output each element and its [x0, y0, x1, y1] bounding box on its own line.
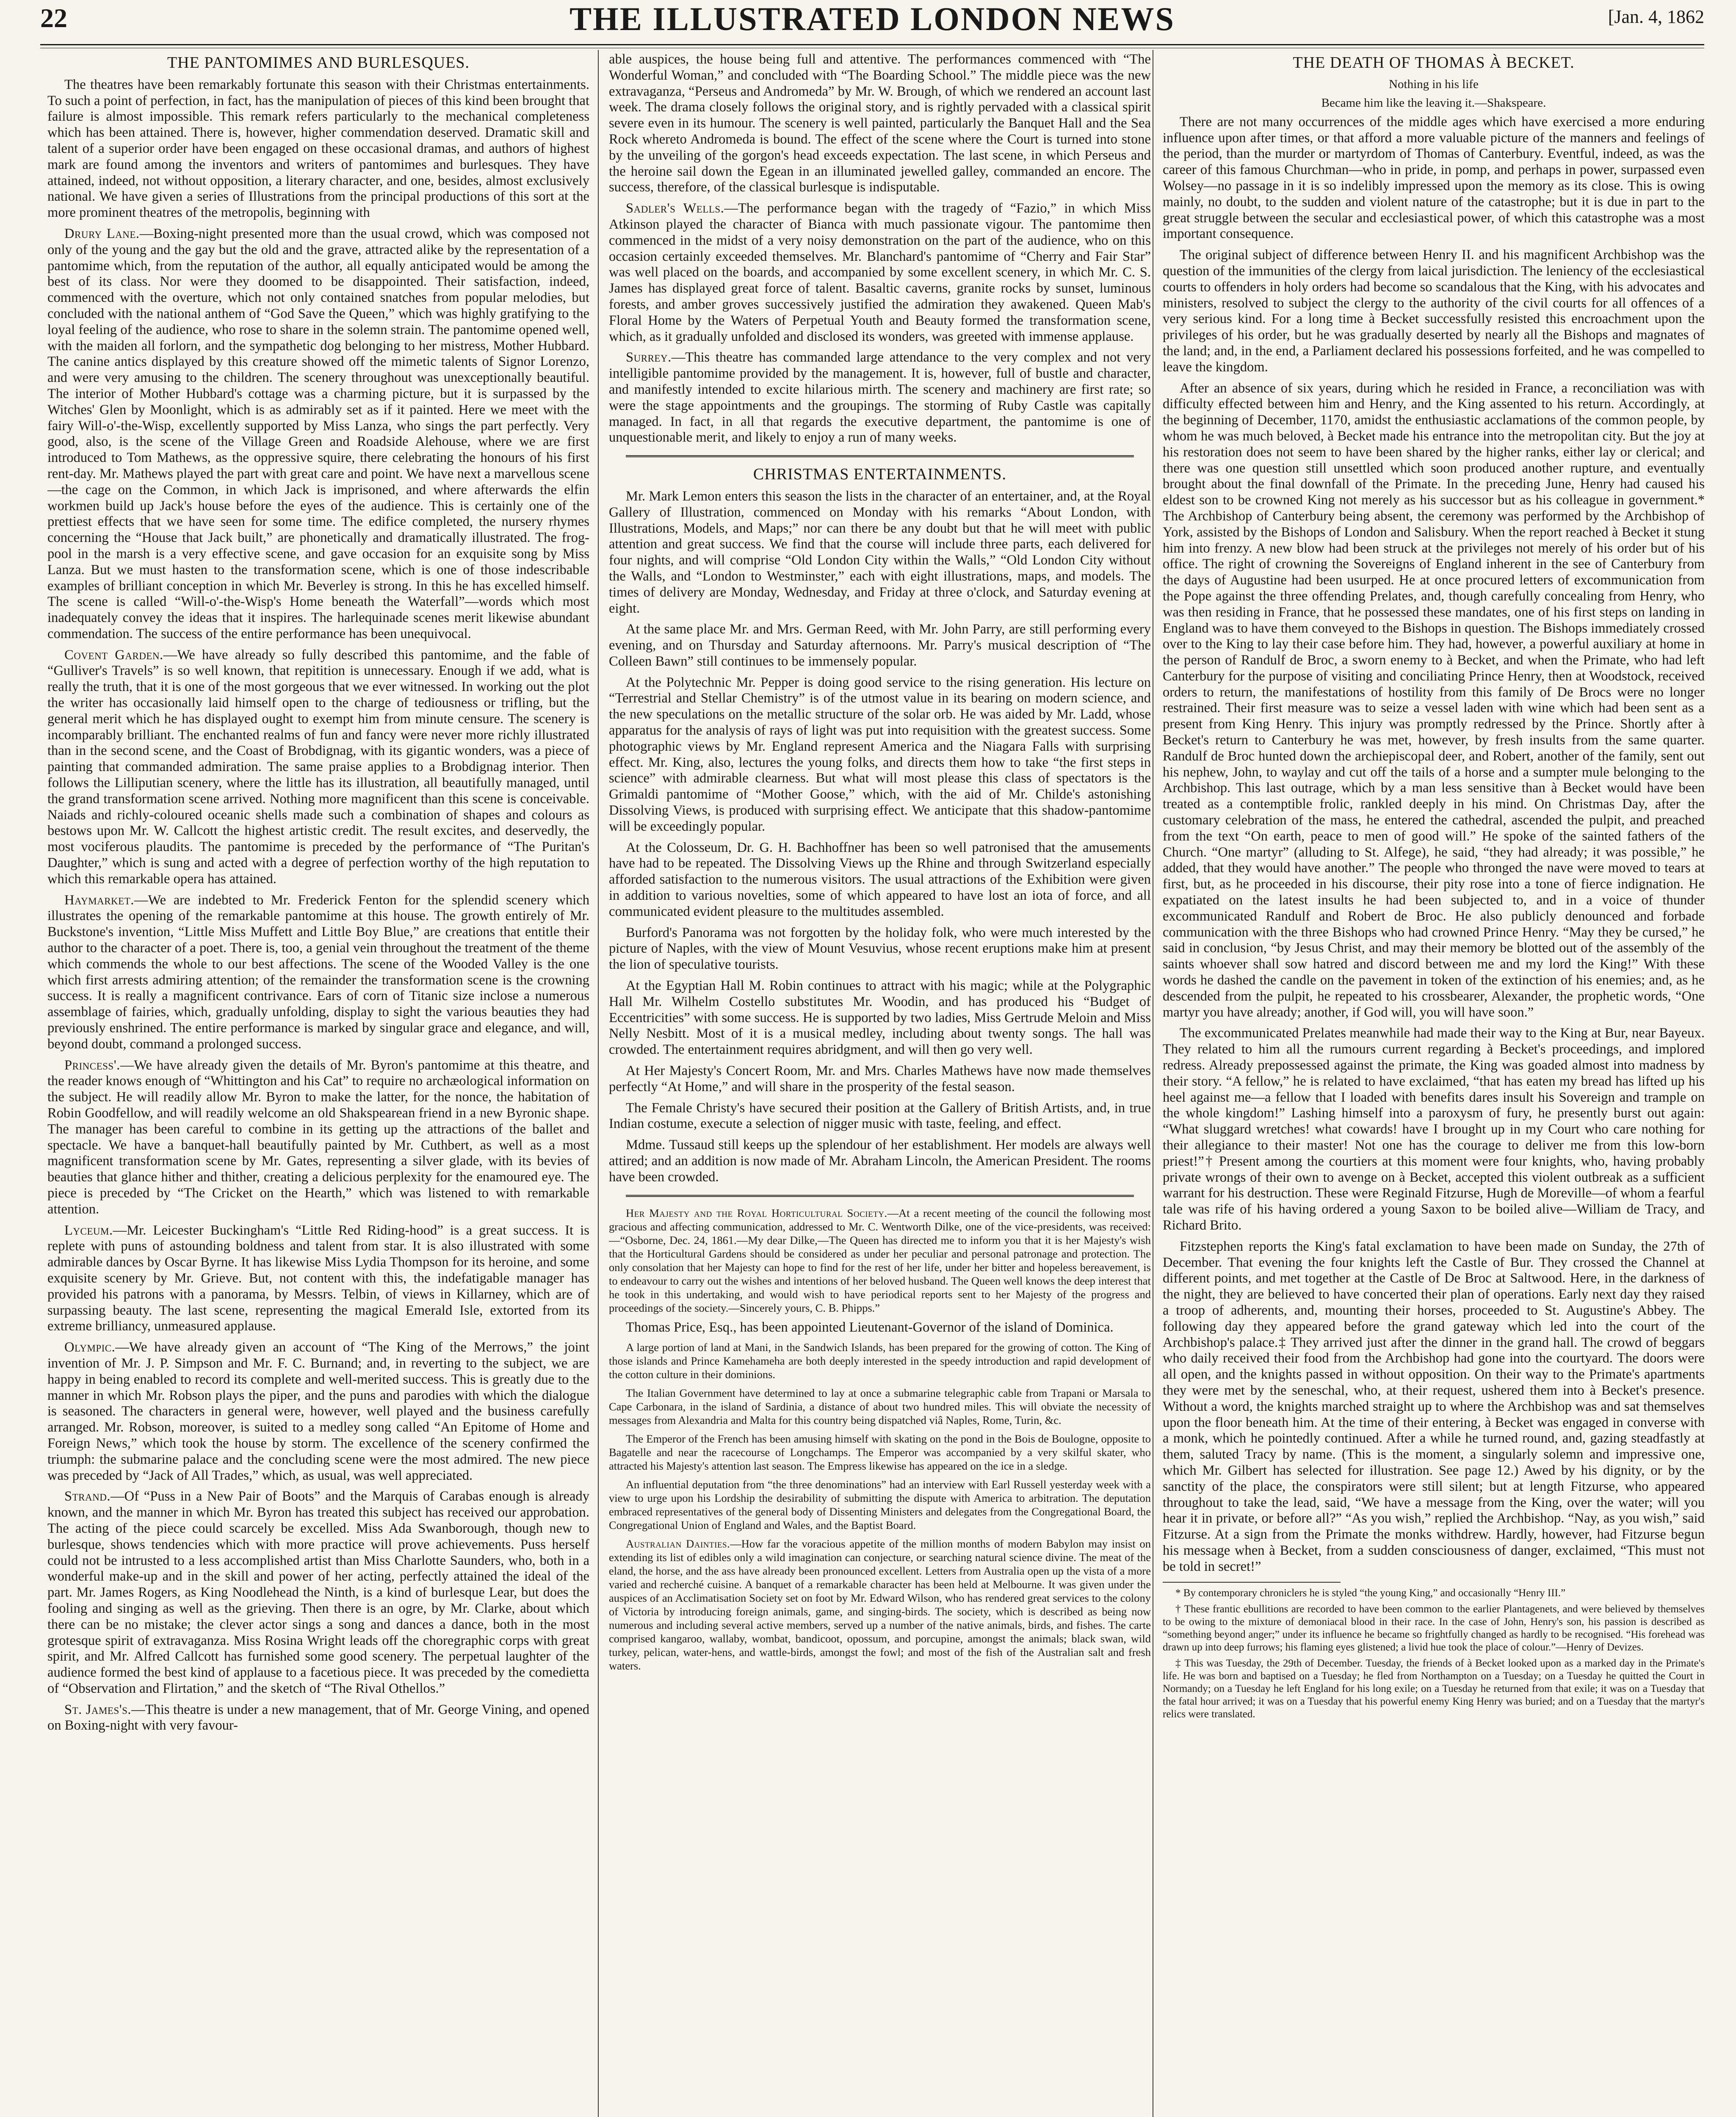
- paragraph: The original subject of difference between Henry II. and his magnificent Archbishop was the question of the immunities of the clergy from laical jurisdiction. The leniency of the ecclesiastical courts to offenders in holy orders had become so scandalous that the King, with his advocates and ministers, resolved to subject the clergy to the authority of the civil courts for all offences of a very serious kind. For a long time à Becket successfully resisted this encroachment upon the privileges of his order, but he was gradually deserted by nearly all the Bishops and magnates of the land; and, in the end, a Parliament declared his possessions forfeited, and he was compelled to leave the kingdom.: [1163, 247, 1705, 375]
- paragraph-text: —How far the voracious appetite of the million months of modern Babylon may insist on extending its list of edibles only a wild imagination can conjecture, or searching natural science divine. The meat of the eland, the horse, and the ass have already been pronounced excellent. Letters from Australia open up the vista of a more varied and recherché cuisine. A banquet of a remarkable character has been held at Melbourne. It was given under the auspices of an Acclimatisation Society set on foot by Mr. Edward Wilson, who has rendered great services to the colony of Victoria by introducing foreign animals, game, and singing-birds. The society, which is described as being now numerous and including several active members, served up a number of the native animals, birds, and fishes. The carte comprised kangaroo, wallaby, wombat, bandicoot, opossum, and porcupine, amongst the animals; black swan, wild turkey, pelican, water-hens, and wattle-birds, amongst the fowl; and most of the fish of the Australian salt and fresh waters.: [609, 1537, 1151, 1672]
- footnote: * By contemporary chroniclers he is styled “the young King,” and occasionally “Henry III.”: [1175, 1587, 1566, 1599]
- paragraph-covent-garden: [47, 647, 589, 887]
- masthead: [40, 0, 1704, 41]
- paragraph: There are not many occurrences of the middle ages which have exercised a more enduring influence upon after times, or that afford a more valuable picture of the manners and feelings of the period, than the murder or martyrdom of Thomas of Canterbury. Eventful, indeed, as was the career of this famous Churchman—who in pride, in pomp, and perhaps in power, surpassed even Wolsey—no passage in it is so indelibly impressed upon the memory as its close. This is owing mainly, no doubt, to the sudden and violent nature of the catastrophe; but it is due in part to the great struggle between the secular and ecclesiastical power, of which this catastrophe was a most important consequence.: [1163, 114, 1705, 242]
- paragraph-text: —We are indebted to Mr. Frederick Fenton for the splendid scenery which illustrates the opening of the remarkable pantomime at this house. The growth entirely of Mr. Buckstone's invention, “Little Miss Muffett and Little Boy Blue,” are creations that entitle their author to the character of a poet. There is, too, a genial vein throughout the treatment of the theme which commends the whole to our best affections. The scene of the Wooded Valley is the one which first arrests admiring attention; of the remainder the transformation scene is the crowning success. It is really a magnificent contrivance. Ears of corn of Titanic size inclose a numerous assemblage of fairies, which, gradually unfolding, display to sight the various beauties they had previously enshrined. The entire performance is marked by singular grace and elegance, and will, beyond doubt, command a prolonged success.: [47, 892, 589, 1052]
- paragraph: Mr. Mark Lemon enters this season the lists in the character of an entertainer, and, at the Royal Gallery of Illustration, commenced on Monday with his remarks “About London, with Illustrations, Models, and Maps;” nor can there be any doubt but that he will meet with public attention and great success. We find that the course will include three parts, each delivered for four nights, and will comprise “Old London City within the Walls,” “Old London City without the Walls, and “London to Westminster,” each with eight illustrations, maps, and models. The times of delivery are Monday, Wednesday, and Friday at three o'clock, and Saturday evening at eight.: [609, 488, 1151, 616]
- epigraph-line: Became him like the leaving it.—Shakspeare.: [1321, 96, 1546, 110]
- paragraph-haymarket: [47, 893, 589, 1053]
- paragraph-lyceum: [47, 1223, 589, 1335]
- epigraph-line: Nothing in his life: [1389, 77, 1479, 91]
- paragraph: Thomas Price, Esq., has been appointed Lieutenant-Governor of the island of Dominica.: [626, 1319, 1114, 1335]
- paragraph-sadlers-wells: [609, 201, 1151, 345]
- column-divider: [598, 50, 599, 2117]
- newspaper-title: THE ILLUSTRATED LONDON NEWS: [569, 0, 1175, 37]
- section-lead: Haymarket.: [64, 892, 134, 908]
- column-pantomimes: [47, 52, 589, 2117]
- paragraph: The theatres have been remarkably fortunate this season with their Christmas entertainments. To such a point of perfection, in fact, has the manipulation of pieces of this kind been brought that failure is almost impossible. This remark refers particularly to the mechanical completeness which has been attained. There is, however, higher commendation deserved. Dramatic skill and talent of a superior order have been engaged on these occasional dramas, and authors of highest mark are found among the inventors and writers of pantomimes and burlesques. They have attained, indeed, not without opposition, a literary character, and one, besides, almost exclusively national. We have given a series of Illustrations from the principal productions of this sort at the more prominent theatres of the metropolis, beginning with: [47, 77, 589, 221]
- paragraph-olympic: [47, 1340, 589, 1484]
- paragraph-text: —The performance began with the tragedy of “Fazio,” in which Miss Atkinson played the character of Bianca with much passionate vigour. The pantomime then commenced in the midst of a very noisy demonstration on the part of the audience, who on this occasion certainly exceeded themselves. Mr. Blanchard's pantomime of “Cherry and Fair Star” was well placed on the boards, and accompanied by some excellent scenery, in which Mr. C. S. James has displayed great force of talent. Basaltic caverns, granite rocks by sunset, luminous forests, and amber groves successively justified the admiration they awakened. Queen Mab's Floral Home by the Waters of Perpetual Youth and Beauty formed the transformation scene, which, as it gradually unfolded and disclosed its wonders, was greeted with immense applause.: [609, 201, 1151, 344]
- paragraph: The excommunicated Prelates meanwhile had made their way to the King at Bur, near Bayeux. They related to him all the rumours current regarding à Becket's proceedings, and implored redress. Already prepossessed against the primate, the King was goaded almost into madness by their story. “A fellow,” he is related to have exclaimed, “that has eaten my bread has lifted up his heel against me—a fellow that I loaded with benefits dares insult his Sovereign and trample on the whole kingdom!” Lashing himself into a paroxysm of fury, he presently burst out again: “What sluggard wretches! what cowards! have I brought up in my Court who care nothing for their allegiance to their master! Not one has the courage to deliver me from this low-born priest!”† Present among the courtiers at this moment were four knights, who, having probably private wrongs of their own to avenge on à Becket, accepted this violent outbreak as a sufficient warrant for his destruction. These were Reginald Fitzurse, Hugh de Moreville—of whom a fearful tale was rife of his having ordered a young Saxon to be boiled alive—William de Tracy, and Richard Brito.: [1163, 1025, 1705, 1233]
- paragraph-text: —We have already so fully described this pantomime, and the fable of “Gulliver's Travels” is so well known, that repitition is unnecessary. Enough if we add, what is really the truth, that it is one of the most gorgeous that we ever witnessed. In working out the plot the writer has occasionally laid himself open to the charge of tediousness or trifling, but the general merit which he has displayed ought to exempt him from minute censure. The scenery is incomparably brilliant. The enchanted realms of fun and fancy were never more richly illustrated than in the second scene, and the Coast of Brobdignag, with its gigantic wonders, was a piece of painting that commanded admiration. The same praise applies to a Brobdignag interior. Then follows the Lilliputian scenery, where the little has its illustration, all beautifully managed, until the grand transformation scene arrived. Nothing more magnificent than this scene is conceivable. Naiads and richly-coloured oceanic shells made such a combination of shapes and colours as bestows upon Mr. W. Callcott the highest artistic credit. The result excites, and deservedly, the most vociferous plaudits. The pantomime is preceded by the performance of “The Puritan's Daughter,” which is sung and acted with a degree of perfection worthy of the high reputation to which this remarkable opera has attained.: [47, 647, 589, 887]
- section-lead: Princess'.: [64, 1057, 120, 1073]
- issue-date: [Jan. 4, 1862: [1608, 6, 1704, 27]
- section-lead: Her Majesty and the Royal Horticultural Society.: [626, 1206, 887, 1219]
- paragraph-text: —Mr. Leicester Buckingham's “Little Red Riding-hood” is a great success. It is replete with puns of astounding boldness and talent from star. It is also illustrated with some admirable dances by Oscar Byrne. It has likewise Miss Lydia Thompson for its heroine, and some exquisite scenery by Mr. Grieve. But, not content with this, the indefatigable manager has provided his patrons with a panorama, by Messrs. Telbin, of views in Killarney, which are of surpassing beauty. The last scene, representing the magical Emerald Isle, extorted from its extreme brilliancy, unmeasured applause.: [47, 1222, 589, 1334]
- paragraph: At the Egyptian Hall M. Robin continues to attract with his magic; while at the Polygraphic Hall Mr. Wilhelm Costello substitutes Mr. Woodin, and has produced his “Budget of Eccentricities” with some success. He is supported by two ladies, Miss Gertrude Meloin and Miss Nelly Nesbitt. Most of it is a musical medley, including about twenty songs. The hall was crowded. The entertainment requires abridgment, and will then go very well.: [609, 978, 1151, 1058]
- paragraph: At Her Majesty's Concert Room, Mr. and Mrs. Charles Mathews have now made themselves perfectly “At Home,” and will share in the prosperity of the festal season.: [609, 1063, 1151, 1094]
- paragraph-princess: [47, 1058, 589, 1218]
- paragraph: At the Colosseum, Dr. G. H. Bachhoffner has been so well patronised that the amusements have had to be repeated. The Dissolving Views up the Rhine and through Switzerland especially afforded satisfaction to the numerous visitors. The usual attractions of the Exhibition were given in addition to various novelties, some of which appeared to have lost an iota of force, and all communicated evident pleasure to the multitudes assembled.: [609, 840, 1151, 919]
- section-divider: [626, 455, 1134, 457]
- section-lead: Strand.: [64, 1489, 111, 1504]
- section-lead: Australian Dainties.: [626, 1537, 730, 1550]
- paragraph: At the same place Mr. and Mrs. German Reed, with Mr. John Parry, are still performing every evening, and on Thursday and Saturday afternoons. Mr. Parry's musical description of “The Colleen Bawn” still continues to be immensely popular.: [609, 622, 1151, 669]
- section-lead: Covent Garden.: [64, 647, 163, 663]
- paragraph: The Emperor of the French has been amusing himself with skating on the pond in the Bois de Boulogne, opposite to Bagatelle and near the racecourse of Longchamps. The Emperor was accompanied by a very skilful skater, who attracted his Majesty's attention last season. The Empress likewise has appeared on the ice in a sledge.: [609, 1432, 1151, 1473]
- paragraph-surrey: [609, 350, 1151, 446]
- paragraph-text: —We have already given the details of Mr. Byron's pantomime at this theatre, and the reader knows enough of “Whittington and his Cat” to require no archæological information on the subject. He will readily allow Mr. Byron to make the latter, for the nonce, the habitation of Robin Goodfellow, and will readily welcome an old Shakspearean friend in a new Byronic shape. The manager has been careful to combine in its getting up the attractions of the ballet and spectacle. We have a banquet-hall beautifully painted by Mr. Cuthbert, as well as a most magnificent transformation scene by Mr. Gates, representing a silver glade, with its bevies of beauties that glance hither and thither, creating a delicious perplexity for the enamoured eye. The piece is preceded by “The Cricket on the Hearth,” which was listened to with remarkable attention.: [47, 1057, 589, 1217]
- footnote: † These frantic ebullitions are recorded to have been common to the earlier Plantagenets, and were believed by themselves to be owing to the mixture of demoniacal blood in their race. In the case of John, Henry's son, his passion is described as “something beyond anger;” under its influence he became so frightfully changed as hardly to be recognised. “His forehead was drawn up into deep furrows; his flaming eyes glistened; a livid hue took the place of colour.”—Henry of Devizes.: [1163, 1603, 1705, 1653]
- paragraph-text: —This theatre is under a new management, that of Mr. George Vining, and opened on Boxing-night with very favour-: [47, 1702, 589, 1733]
- section-lead: Sadler's Wells.: [626, 201, 724, 216]
- section-lead: Olympic.: [64, 1340, 116, 1355]
- paragraph-text: —At a recent meeting of the council the following most gracious and affecting communication, addressed to Mr. C. Wentworth Dilke, one of the vice-presidents, was received:—“Osborne, Dec. 24, 1861.—My dear Dilke,—The Queen has directed me to inform you that it is her Majesty's wish that the Horticultural Gardens should be considered as under her peculiar and personal patronage and protection. The only consolation that her Majesty can hope to find for the rest of her life, under her bitter and hopeless bereavement, is to endeavour to carry out the wishes and intentions of her beloved husband. The Queen well knows the deep interest that he took in this undertaking, and would wish to have periodical reports sent to her Majesty of the progress and proceedings of the society.—Sincerely yours, C. B. Phipps.”: [609, 1206, 1151, 1314]
- paragraph: Fitzstephen reports the King's fatal exclamation to have been made on Sunday, the 27th of December. That evening the four knights left the Castle of Bur. They crossed the Channel at different points, and met together at the Castle of De Broc at Saltwood. Here, in the darkness of the night, they are believed to have concerted their plan of operations. Early next day they raised a troop of adherents, and, mounting their horses, proceeded to St. Augustine's Abbey. The following day they appeared before the grand gateway which led into the court of the Archbishop's palace.‡ They arrived just after the dinner in the grand hall. The crowd of beggars who daily received their food from the Archbishop had gone into the courtyard. The doors were all open, and the knights passed in without opposition. On their way to the Primate's apartments they were met by the seneschal, who, at their request, ushered them into à Becket's presence. Without a word, the knights marched straight up to where the Archbishop was and sat themselves upon the floor beneath him. At the time of their entering, à Becket was engaged in converse with a monk, which he pointedly continued. After a while he turned round, and, gazing steadfastly at them, saluted Tracy by name. (This is the moment, a singularly solemn and impressive one, which Mr. Gilbert has selected for illustration. See page 12.) Awed by his dignity, or by the sanctity of the place, the conspirators were still silent; but at length Fitzurse, who appeared throughout to take the lead, said, “We have a message from the King, over the water; will you hear it in private, or before all?” “As you wish,” replied the Archbishop. “Nay, as you wish,” said Fitzurse. At a sign from the Primate the monks withdrew. Hardly, however, had Fitzurse begun his message when à Becket, from a sudden consciousness of danger, exclaimed, “This must not be told in secret!”: [1163, 1238, 1705, 1574]
- paragraph-australian-dainties: [609, 1537, 1151, 1672]
- paragraph-st-james: [47, 1702, 589, 1734]
- section-lead: Surrey.: [626, 350, 672, 365]
- paragraph-strand: [47, 1489, 589, 1697]
- paragraph-horticultural: [609, 1206, 1151, 1315]
- footnote: ‡ This was Tuesday, the 29th of December. Tuesday, the friends of à Becket looked upon as a marked day in the Primate's life. He was born and baptised on a Tuesday; he fled from Northampton on a Tuesday; on a Tuesday he quitted the Court in Normandy; on a Tuesday he left England for his long exile; on a Tuesday he returned from that exile; it was on a Tuesday that the fatal hour arrived; it was on a Tuesday that his powerful enemy King Henry was buried; and on a Tuesday that the martyr's relics were translated.: [1163, 1657, 1705, 1720]
- paragraph: After an absence of six years, during which he resided in France, a reconciliation was with difficulty effected between him and Henry, and the King assented to his return. Accordingly, at the beginning of December, 1170, amidst the enthusiastic acclamations of the common people, by whom he was much beloved, à Becket made his entrance into the metropolitan city. But the joy at his restoration does not seem to have been shared by the higher ranks, either lay or clerical; and there was one question still unsettled which soon produced another rupture, and eventually brought about the final downfall of the Primate. In the preceding June, Henry had caused his eldest son to be crowned King not merely as his successor but as his colleague in government.* The Archbishop of Canterbury being absent, the ceremony was performed by the Archbishop of York, assisted by the Bishops of London and Salisbury. When the report reached à Becket it stung him into frenzy. A new blow had been struck at the privileges not merely of his order but of his office. The right of crowning the Sovereigns of England inherent in the see of Canterbury from the days of Augustine had been usurped. He at once procured letters of excommunication from the Pope against the three offending Prelates, and, though carefully concealing from Henry, who was then residing in France, that he possessed these mandates, one of his first steps on landing in England was to have them conveyed to the Bishops in question. The Bishops immediately crossed over to the King to lay their case before him. They had, however, a powerful auxiliary at home in the person of Randulf de Broc, a sworn enemy to à Becket, and when the Primate, who had left Canterbury for the purpose of visiting and conciliating Prince Henry, then at Woodstock, received orders to return, the manifestations of hostility from this family of De Brocs were no longer restrained. Their first measure was to seize a vessel laden with wine which had been sent as a present from King Henry. This injury was promptly redressed by the Prince. Shortly after à Becket's return to Canterbury he was met, however, by fresh insults from the same quarter. Randulf de Broc hunted down the archiepiscopal deer, and Robert, another of the family, sent out his nephew, John, to waylay and cut off the tails of a horse and a sumpter mule belonging to the Archbishop. This last outrage, which by a man less sensitive than à Becket would have been treated as a contemptible frolic, rankled deeply in his mind. On Christmas Day, after the customary celebration of the mass, he entered the cathedral, ascended the pulpit, and preached from the text “On earth, peace to men of good will.” He spoke of the sainted fathers of the Church. “One martyr” (alluding to St. Alfege), he said, “they had already; it was possible,” he added, that they would have another.” The people who thronged the nave were moved to tears at first, but, as he proceeded in his discourse, their pity rose into a tone of fierce indignation. He expatiated on the latest insults he had been subjected to, and in a voice of thunder excommunicated Randulf and Robert de Broc. He also publicly denounced and forbade communication with the three Bishops who had crowned Prince Henry. “May they be cursed,” he said in conclusion, “by Jesus Christ, and may their memory be blotted out of the assembly of the saints whoever shall sow hatred and discord between me and my lord the King!” With these words he dashed the candle on the pavement in token of the extinction of his enemies; and, as he descended from the pulpit, he repeated to his crossbearer, Alexander, the prophetic words, “One martyr you have already; another, if God will, you will have soon.”: [1163, 380, 1705, 1020]
- masthead-rule: [40, 44, 1704, 48]
- article-heading: THE DEATH OF THOMAS À BECKET.: [1293, 54, 1575, 72]
- paragraph-text: —We have already given an account of “The King of the Merrows,” the joint invention of Mr. J. P. Simpson and Mr. F. C. Burnand; and, in reverting to the subject, we are happy in being enabled to record its complete and well-merited success. This is greatly due to the manner in which Mr. Robson plays the piper, and the puns and parodies with which the dialogue is seasoned. The characters in general were, however, well played and the business carefully arranged. Mr. Robson, moreover, is suited to a medley song called “An Epitome of Home and Foreign News,” which took the house by storm. The excellence of the scenery confirmed the triumph: the submarine palace and the concluding scene were the most admired. The new piece was preceded by “Jack of All Trades,” which, as usual, was well appreciated.: [47, 1340, 589, 1483]
- article-heading: THE PANTOMIMES AND BURLESQUES.: [167, 54, 470, 72]
- footnotes: [1163, 1587, 1705, 1721]
- paragraph: Burford's Panorama was not forgotten by the holiday folk, who were much interested by the picture of Naples, with the view of Mount Vesuvius, whose recent eruptions make him at present the lion of speculative tourists.: [609, 925, 1151, 973]
- section-divider: [626, 1195, 1134, 1197]
- footnote-rule: [1163, 1582, 1341, 1583]
- column-becket: [1163, 52, 1705, 2117]
- paragraph: able auspices, the house being full and attentive. The performances commenced with “The Wonderful Woman,” and concluded with “The Boarding School.” The middle piece was the new extravaganza, “Perseus and Andromeda” by Mr. W. Brough, of which we rendered an account last week. The drama closely follows the original story, and is rightly pervaded with a classical spirit severe even in its humour. The scenery is well painted, particularly the Banquet Hall and the Sea Rock whereto Andromeda is bound. The effect of the scene where the Court is turned into stone by the unveiling of the gorgon's head exceeds expectation. The last scene, in which Perseus and the heroine sail down the Egean in an illuminated jewelled galley, commanded an encore. The success, therefore, of the classical burlesque is indisputable.: [609, 52, 1151, 195]
- paragraph: At the Polytechnic Mr. Pepper is doing good service to the rising generation. His lecture on “Terrestrial and Stellar Chemistry” is of the utmost value in its bearing on modern science, and the new speculations on the metallic structure of the solar orb. He was aided by Mr. Ladd, whose apparatus for the analysis of rays of light was put into requisition with the greatest success. Some photographic views by Mr. England represent America and the Niagara Falls with surprising effect. Mr. King, also, lectures the young folks, and directs them how to take “the first steps in science” with admirable clearness. But what will most please this class of spectators is the Grimaldi pantomime of “Mother Goose,” which, with the aid of Mr. Childe's astonishing Dissolving Views, is produced with surprising effect. We anticipate that this shadow-pantomime will be exceedingly popular.: [609, 674, 1151, 834]
- paragraph: The Italian Government have determined to lay at once a submarine telegraphic cable from Trapani or Marsala to Cape Carbonara, in the island of Sardinia, a distance of about two hundred miles. This will obviate the necessity of messages from Alexandria and Malta for this country being dispatched viâ Naples, Rome, Turin, &c.: [609, 1387, 1151, 1427]
- paragraph-drury-lane: [47, 226, 589, 642]
- page-number: 22: [40, 3, 67, 33]
- paragraph-text: —Of “Puss in a New Pair of Boots” and the Marquis of Carabas enough is already known, and the manner in which Mr. Byron has treated this subject has received our approbation. The acting of the piece could scarcely be excelled. Miss Ada Swanborough, though new to burlesque, shows tendencies which with more practice will prove achievements. Puss herself could not be intrusted to a less accomplished artist than Miss Charlotte Saunders, who, both in a wonderful make-up and in the skill and power of her acting, perfectly attained the ideal of the part. Mr. James Rogers, as King Noodlehead the Ninth, is a kind of burlesque Lear, but does the fooling and singing as well as the grieving. Then there is an ogre, by Mr. Clarke, about which there can be no mistake; the clever actor sings a song and dances a dance, both in the most grotesque spirit of extravaganza. Miss Rosina Wright leads off the choregraphic corps with great spirit, and Mr. Alfred Callcott has furnished some good scenery. The perpetual laughter of the audience formed the best kind of applause to a facetious piece. It was preceded by the comedietta of “Observation and Flirtation,” and the sketch of “The Rival Othellos.”: [47, 1489, 589, 1696]
- column-entertainments: [609, 52, 1151, 2117]
- section-lead: St. James's.: [64, 1702, 132, 1717]
- section-lead: Lyceum.: [64, 1222, 113, 1238]
- paragraph: The Female Christy's have secured their position at the Gallery of British Artists, and, in true Indian costume, execute a selection of nigger music with taste, feeling, and effect.: [609, 1100, 1151, 1132]
- paragraph-text: —This theatre has commanded large attendance to the very complex and not very intelligible pantomime provided by the management. It is, however, full of bustle and character, and manifestly intended to excite hilarious mirth. The scenery and machinery are first rate; so were the stage appointments and the groupings. The storming of Ruby Castle was capitally managed. In fact, in all that regards the executive department, the pantomime is one of unquestionable merit, and likely to enjoy a run of many weeks.: [609, 350, 1151, 445]
- section-lead: Drury Lane.: [64, 226, 140, 241]
- paragraph: Mdme. Tussaud still keeps up the splendour of her establishment. Her models are always well attired; and an addition is now made of Mr. Abraham Lincoln, the American President. The rooms have been crowded.: [609, 1137, 1151, 1185]
- article-heading: CHRISTMAS ENTERTAINMENTS.: [753, 465, 1007, 484]
- paragraph: An influential deputation from “the three denominations” had an interview with Earl Russell yesterday week with a view to urge upon his Lordship the desirability of submitting the dispute with America to arbitration. The deputation embraced representatives of the general body of Dissenting Ministers and delegates from the Congregational Board, the Congregational Union of England and Wales, and the Baptist Board.: [609, 1478, 1151, 1532]
- paragraph: A large portion of land at Mani, in the Sandwich Islands, has been prepared for the growing of cotton. The King of those islands and Prince Kamehameha are both deeply interested in the speedy introduction and rapid development of the cotton culture in their dominions.: [609, 1341, 1151, 1381]
- paragraph-text: —Boxing-night presented more than the usual crowd, which was composed not only of the young and the gay but the old and the grave, attracted alike by the representation of a pantomime which, from the reputation of the author, all equally anticipated would be among the best of its class. Nor were they doomed to be disappointed. Their satisfaction, indeed, commenced with the overture, which not only contained snatches from popular melodies, but concluded with the national anthem of “God Save the Queen,” which was highly gratifying to the loyal feeling of the audience, who rose to share in the solemn strain. The pantomime opened well, with the maiden all forlorn, and the sympathetic dog belonging to her mistress, Mother Hubbard. The canine antics displayed by this creature showed off the mimetic talents of Signor Lorenzo, and were very amusing to the children. The scenery throughout was unexceptionally beautiful. The interior of Mother Hubbard's cottage was a charming picture, but it is surpassed by the Witches' Glen by Moonlight, which is as admirably set as if it painted. Here we meet with the fairy Will-o'-the-Wisp, excellently supported by Miss Lanza, who sings the part perfectly. Very good, also, is the scene of the Village Green and Roadside Alehouse, where we are first introduced to Tom Mathews, as the oppressive squire, there celebrating the honours of his first rent-day. Mr. Mathews played the part with great care and point. We have next a marvellous scene—the cage on the Common, in which Jack is imprisoned, and where afterwards the elfin workmen build up Jack's house before the eyes of the audience. This is certainly one of the prettiest effects that we have seen for some time. The edifice completed, the nursery rhymes concerning the “House that Jack built,” are phonetically and dramatically illustrated. The frog-pool in the marsh is a very effective scene, and gave occasion for an exquisite song by Miss Lanza. But we must hasten to the transformation scene, which is one of those indescribable examples of brilliant conception in which Mr. Beverley is strong. In this he has excelled himself. The scene is called “Will-o'-the-Wisp's Home beneath the Waterfall”—words which most inadequately convey the ideas that it inspires. The harlequinade scenes merit likewise abundant commendation. The success of the entire performance has been unequivocal.: [47, 226, 589, 641]
